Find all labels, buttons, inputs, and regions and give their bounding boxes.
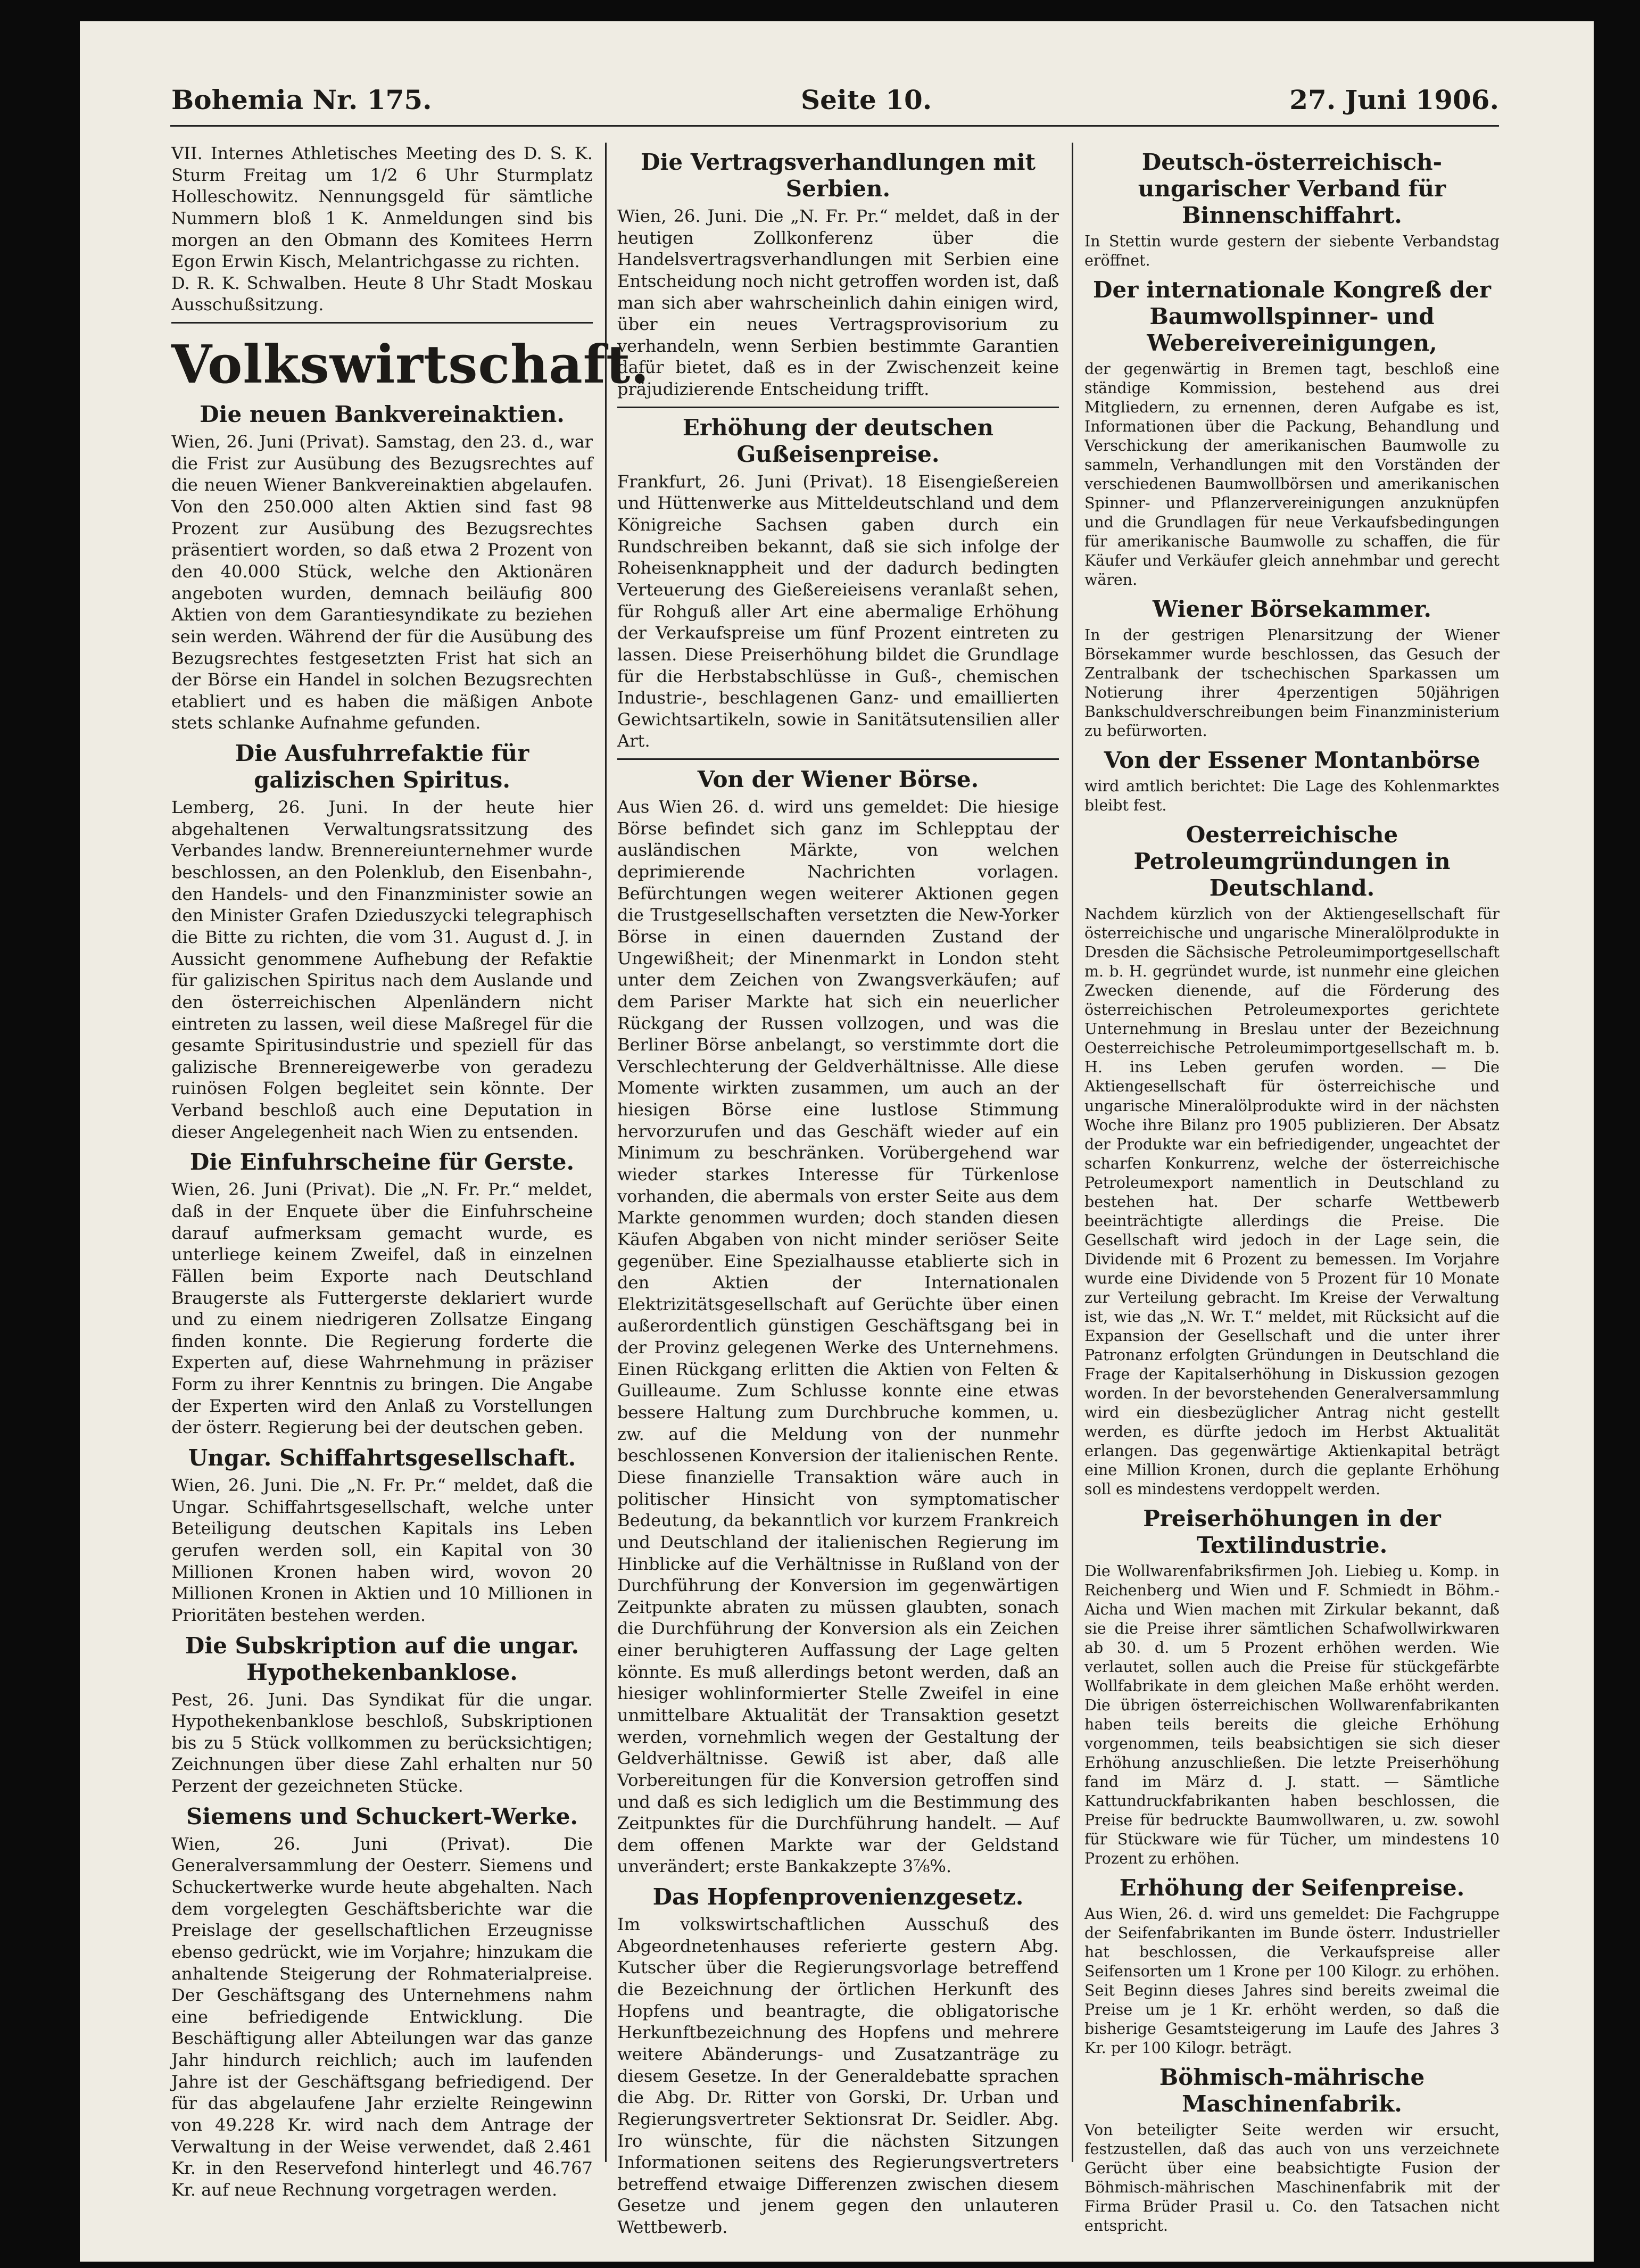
article-heading: Böhmisch-mährische Maschinenfabrik. [1159,2064,1425,2117]
article-heading: Von der Essener Montanbörse [1104,747,1480,774]
article-text: der gegenwärtig in Bremen tagt, beschloß eine ständige Kommission, bestehend aus drei Mitgliedern, zu ernennen, deren Aufgabe es ist, Informationen über die Packung, Behandlung und Verschickung der amerikanischen Baumwolle zu sammeln, Verhandlungen mit den Vorständen der verschiedenen Baumwollbörsen und amerikanischen Spinner- und Pflanzervereinigungen anzuknüpfen und die Grundlagen für neue Verkaufsbedingungen für amerikanische Baumwolle zu schaffen, die für Käufer und Verkäufer gleich annehmbar und gerecht wären. [1084,360,1500,589]
notice-meeting: VII. Internes Athletisches Meeting des D. S. K. Sturm Freitag um 1/2 6 Uhr Sturmplatz Holleschowitz. Nennungsgeld für sämtliche Nummern bloß 1 K. Anmeldungen sind bis morgen an den Obmann des Komitees Herrn Egon Erwin Kisch, Melantrichgasse zu richten. [171,143,593,272]
article-heading: Die Subskription auf die ungar. Hypothekenbanklose. [185,1632,579,1685]
article-text: In Stettin wurde gestern der siebente Verbandstag eröffnet. [1084,233,1500,270]
article-heading: Erhöhung der deutschen Gußeisenpreise. [682,414,994,467]
article-text: Die Wollwarenfabriksfirmen Joh. Liebieg u. Komp. in Reichenberg und Wien und F. Schmiedt in Böhm.-Aicha und Wien machen mit Zirkular bekannt, daß sie die Preise ihrer sämtlichen Schafwollwirkwaren ab 30. d. um 5 Prozent erhöhen werden. Wie verlautet, sollen auch die Preise für stückgefärbte Wollfabrikate in dem gleichen Maße erhöht werden. Die übrigen österreichischen Wollwarenfabrikanten haben teils bereits die gleiche Erhöhung vorgenommen, teils beabsichtigen sie sich dieser Erhöhung anzuschließen. Die letzte Preiserhöhung fand im März d. J. statt. — Sämtliche Kattundruckfabrikanten haben beschlossen, die Preise für bedruckte Baumwollwaren, u. zw. sowohl für Stückware wie für Tücher, um mindestens 10 Prozent zu erhöhen. [1084,1562,1500,1868]
article-heading: Die neuen Bankvereinaktien. [200,401,565,428]
article-text: Lemberg, 26. Juni. In der heute hier abgehaltenen Verwaltungsratssitzung des Verbandes landw. Brennereiunternehmer wurde beschlossen, an den Polenklub, den Eisenbahn-, den Handels- und den Finanzminister sowie an den Minister Grafen Dzieduszycki telegraphisch die Bitte zu richten, die vom 31. August d. J. in Aussicht genommene Aufhebung der Refaktie für galizischen Spiritus nach dem Auslande und den österreichischen Alpenländern nicht eintreten zu lassen, weil diese Maßregel für die gesamte Spiritusindustrie und speziell für das galizische Brennereigewerbe von geradezu ruinösen Folgen begleitet sein könnte. Der Verband beschloß auch eine Deputation in dieser Angelegenheit nach Wien zu entsenden. [171,797,593,1142]
divider [617,758,1059,760]
article-text: Wien, 26. Juni (Privat). Die Generalversammlung der Oesterr. Siemens und Schuckertwerke wurde heute abgehalten. Nach dem vorgelegten Geschäftsberichte war die Preislage der gesellschaftlichen Erzeugnisse ebenso gedrückt, wie im Vorjahre; hinzukam die anhaltende Steigerung der Rohmaterialpreise. Der Geschäftsgang des Unternehmens nahm eine befriedigende Entwicklung. Die Beschäftigung aller Abteilungen war das ganze Jahr hindurch reichlich; auch im laufenden Jahre ist der Geschäftsgang befriedigend. Der für das abgelaufene Jahr erzielte Reingewinn von 49.228 Kr. wird nach dem Antrage der Verwaltung in der Weise verwendet, daß 2.461 Kr. in den Reservefond hinterlegt und 46.767 Kr. auf neue Rechnung vorgetragen werden. [171,1833,593,2200]
article-heading: Wiener Börsekammer. [1153,596,1431,623]
section-title: Volkswirtschaft. [171,334,650,396]
article-heading: Das Hopfenprovenienzgesetz. [652,1884,1024,1910]
article-text: Pest, 26. Juni. Das Syndikat für die ungar. Hypothekenbanklose beschloß, Subskriptionen bis zu 5 Stück vollkommen zu berücksichtigen; Zeichnungen über diese Zahl erhalten nur 50 Perzent der gezeichneten Stücke. [171,1689,593,1797]
article-heading: Von der Wiener Börse. [697,766,979,793]
article-heading: Der internationale Kongreß der Baumwollspinner- und Webereivereinigungen, [1093,277,1491,357]
article-text: Wien, 26. Juni. Die „N. Fr. Pr.“ meldet, daß die Ungar. Schiffahrtsgesellschaft, welche unter Beteiligung deutschen Kapitals ins Leben gerufen werden soll, ein Kapital von 30 Millionen Kronen haben wird, wovon 20 Millionen Kronen in Aktien und 10 Millionen in Prioritäten bestehen werden. [171,1475,593,1625]
article-text: Aus Wien, 26. d. wird uns gemeldet: Die Fachgruppe der Seifenfabrikanten im Bunde österr. Industrieller hat beschlossen, die Verkaufspreise aller Seifensorten um 1 Krone per 100 Kilogr. zu erhöhen. Seit Beginn dieses Jahres sind bereits zweimal die Preise um je 1 Kr. erhöht werden, so daß die bisherige Gesamtsteigerung im Laufe des Jahres 3 Kr. per 100 Kilogr. beträgt. [1084,1905,1500,2057]
article-heading: Preiserhöhungen in der Textilindustrie. [1143,1505,1441,1558]
divider [171,322,593,324]
article-text: In der gestrigen Plenarsitzung der Wiener Börsekammer wurde beschlossen, das Gesuch der Zentralbank der tschechischen Sparkassen um Notierung ihrer 4perzentigen 50jährigen Bankschuldverschreibungen beim Finanzministerium zu befürworten. [1084,626,1500,740]
notice-schwalben: D. R. K. Schwalben. Heute 8 Uhr Stadt Moskau Ausschußsitzung. [171,272,593,315]
column-3 [1084,143,1500,2236]
article-text: Von beteiligter Seite werden wir ersucht, festzustellen, daß das auch von uns verzeichnete Gerücht über eine beabsichtigte Fusion der Böhmisch-mährischen Maschinenfabrik mit der Firma Brüder Prasil u. Co. den Tatsachen nicht entspricht. [1084,2121,1500,2235]
article-heading: Siemens und Schuckert-Werke. [186,1803,578,1830]
article-heading: Die Ausfuhrrefaktie für galizischen Spiritus. [235,740,529,793]
article-text: wird amtlich berichtet: Die Lage des Kohlenmarktes bleibt fest. [1084,777,1500,815]
article-heading: Oesterreichische Petroleumgründungen in Deutschland. [1133,822,1451,901]
column-rule-1 [605,143,607,2162]
issue-date: 27. Juni 1906. [1289,84,1499,115]
column-2 [617,143,1059,2238]
article-text: Aus Wien 26. d. wird uns gemeldet: Die hiesige Börse befindet sich ganz im Schlepptau der ausländischen Märkte, von welchen deprimierende Nachrichten vorlagen. Befürchtungen wegen weiterer Aktionen gegen die Trustgesellschaften versetzten die New-Yorker Börse in einen dauernden Zustand der Ungewißheit; der Minenmarkt in London steht unter dem Zeichen von Zwangsverkäufen; auf dem Pariser Markte hat sich ein neuerlicher Rückgang der Russen vollzogen, und was die Berliner Börse anbelangt, so verstimmte dort die Verschlechterung der Geldverhältnisse. Alle diese Momente wirkten zusammen, um auch an der hiesigen Börse eine lustlose Stimmung hervorzurufen und das Geschäft wieder auf ein Minimum zu beschränken. Vorübergehend war wieder starkes Interesse für Türkenlose vorhanden, die abermals von erster Seite aus dem Markte genommen wurden; doch standen diesen Käufen Abgaben von nicht minder seriöser Seite gegenüber. Eine Spezialhausse etablierte sich in den Aktien der Internationalen Elektrizitätsgesellschaft auf Gerüchte über einen außerordentlich günstigen Geschäftsgang bei in der Provinz gelegenen Werke des Unternehmens. Einen Rückgang erlitten die Aktien von Felten & Guilleaume. Zum Schlusse konnte eine etwas bessere Haltung zum Durchbruche kommen, u. zw. auf die Meldung von der nunmehr beschlossenen Konversion der italienischen Rente. Diese finanzielle Transaktion wäre auch in politischer Hinsicht von symptomatischer Bedeutung, da bekanntlich vor kurzem Frankreich und Deutschland der italienischen Regierung im Hinblicke auf die Verhältnisse in Rußland von der Durchführung der Konversion im gegenwärtigen Zeitpunkte abraten zu müssen glaubten, sonach die Durchführung der Konversion als ein Zeichen einer beruhigteren Auffassung der Lage gelten könnte. Es muß allerdings betont werden, daß an hiesiger wohlinformierter Stelle Zweifel in eine unmittelbare Aktualität der Transaktion gesetzt werden, vornehmlich wegen der Gestaltung der Geldverhältnisse. Gewiß ist aber, daß alle Vorbereitungen für die Konversion getroffen sind und daß es sich lediglich um die Bestimmung des Zeitpunktes für die Durchführung handelt. — Auf dem offenen Markte war der Geldstand unverändert; erste Bankakzepte 3⅞%. [617,797,1059,1877]
article-text: Wien, 26. Juni (Privat). Samstag, den 23. d., war die Frist zur Ausübung des Bezugsrechtes auf die neuen Wiener Bankvereinaktien abgelaufen. Von den 250.000 alten Aktien sind fast 98 Prozent zur Ausübung des Bezugsrechtes präsentiert worden, so daß etwa 2 Prozent von den 40.000 Stück, welche den Aktionären angeboten wurden, demnach beiläufig 800 Aktien von dem Garantiesyndikate zu beziehen sein werden. Während der für die Ausübung des Bezugsrechtes festgesetzten Frist hat sich an der Börse ein Handel in solchen Bezugsrechten etabliert und es haben die mäßigen Anbote stets schlanke Aufnahme gefunden. [171,432,593,733]
page-number: Seite 10. [801,84,932,115]
article-text: Wien, 26. Juni. Die „N. Fr. Pr.“ meldet, daß in der heutigen Zollkonferenz über die Handelsvertragsverhandlungen mit Serbien eine Entscheidung noch nicht getroffen worden ist, daß man sich aber wahrscheinlich dahin einigen wird, über ein neues Vertragsprovisorium zu verhandeln, wenn Serbien bestimmte Garantien dafür bietet, daß es in der Zwischenzeit keine präjudizierende Entscheidung trifft. [617,206,1059,400]
column-1 [171,143,650,2201]
newspaper-page [80,21,1594,2262]
column-rule-2 [1072,143,1073,2162]
article-text: Im volkswirtschaftlichen Ausschuß des Abgeordnetenhauses referierte gestern Abg. Kutscher über die Regierungsvorlage betreffend die Bezeichnung der örtlichen Herkunft des Hopfens und beantragte, die obligatorische Herkunftbezeichnung des Hopfens und mehrere weitere Abänderungs- und Zusatzanträge zu diesem Gesetze. In der Generaldebatte sprachen die Abg. Dr. Ritter von Gorski, Dr. Urban und Regierungsvertreter Sektionsrat Dr. Seidler. Abg. Iro wünschte, für die nächsten Sitzungen Informationen seitens des Regierungsvertreters betreffend etwaige Differenzen zwischen diesem Gesetze und jenem gegen den unlauteren Wettbewerb. [617,1914,1059,2238]
article-heading: Die Einfuhrscheine für Gerste. [189,1149,575,1176]
article-heading: Die Vertragsverhandlungen mit Serbien. [640,149,1036,202]
article-text: Nachdem kürzlich von der Aktiengesellschaft für österreichische und ungarische Mineralölprodukte in Dresden die Sächsische Petroleumimportgesellschaft m. b. H. gegründet wurde, ist nunmehr eine gleichen Zwecken dienende, auf die Förderung des österreichischen Petroleumexportes gerichtete Unternehmung in Breslau unter der Bezeichnung Oesterreichische Petroleumimportgesellschaft m. b. H. ins Leben gerufen worden. — Die Aktiengesellschaft für österreichische und ungarische Mineralölprodukte wird in der nächsten Woche ihre Bilanz pro 1905 publizieren. Der Absatz der Produkte war ein befriedigender, ungeachtet der scharfen Konkurrenz, welche der österreichische Petroleumexport namentlich in Deutschland zu bestehen hat. Der scharfe Wettbewerb beeinträchtigte allerdings die Preise. Die Gesellschaft wird jedoch in der Lage sein, die Dividende mit 6 Prozent zu bemessen. Im Vorjahre wurde eine Dividende von 5 Prozent für 10 Monate zur Verteilung gebracht. Im Kreise der Verwaltung ist, wie das „N. Wr. T.“ meldet, mit Rücksicht auf die Expansion der Gesellschaft und die unter ihrer Patronanz erfolgten Gründungen in Deutschland die Frage der Kapitalserhöhung in Diskussion gezogen worden. In der bevorstehenden Generalversammlung wird ein diesbezüglicher Antrag nicht gestellt werden, es dürfte jedoch im Herbst Aktualität erlangen. Das gegenwärtige Aktienkapital beträgt eine Million Kronen, durch die geplante Erhöhung soll es mindestens verdoppelt werden. [1084,905,1500,1498]
article-text: Frankfurt, 26. Juni (Privat). 18 Eisengießereien und Hüttenwerke aus Mitteldeutschland und dem Königreiche Sachsen gaben durch ein Rundschreiben bekannt, daß sie sich infolge der Roheisenknappheit und der dadurch bedingten Verteuerung des Gießereieisens veranlaßt sehen, für Rohguß aller Art eine abermalige Erhöhung der Verkaufspreise um fünf Prozent eintreten zu lassen. Diese Preiserhöhung bildet die Grundlage für die Herbstabschlüsse in Guß-, chemischen Industrie-, beschlagenen Ganz- und emaillierten Gewichtsartikeln, sowie in Sanitätsutensilien aller Art. [617,471,1059,751]
article-heading: Deutsch-österreichisch-ungarischer Verband für Binnenschiffahrt. [1138,149,1446,228]
article-heading: Erhöhung der Seifenpreise. [1119,1875,1465,1901]
article-text: Wien, 26. Juni (Privat). Die „N. Fr. Pr.“ meldet, daß in der Enquete über die Einfuhrscheine darauf aufmerksam gemacht wurde, es unterliege keinem Zweifel, daß in einzelnen Fällen beim Exporte nach Deutschland Braugerste als Futtergerste deklariert wurde und zu einem niedrigeren Zollsatze Eingang finden konnte. Die Regierung forderte die Experten auf, diese Wahrnehmung in präziser Form zu ihrer Kenntnis zu bringen. Die Angabe der Experten wird den Anlaß zu Vorstellungen der österr. Regierung bei der deutschen geben. [171,1179,593,1438]
article-heading: Ungar. Schiffahrtsgesellschaft. [188,1445,576,1471]
header-rule [170,125,1499,127]
paper-issue: Bohemia Nr. 175. [171,84,432,115]
divider [617,407,1059,408]
